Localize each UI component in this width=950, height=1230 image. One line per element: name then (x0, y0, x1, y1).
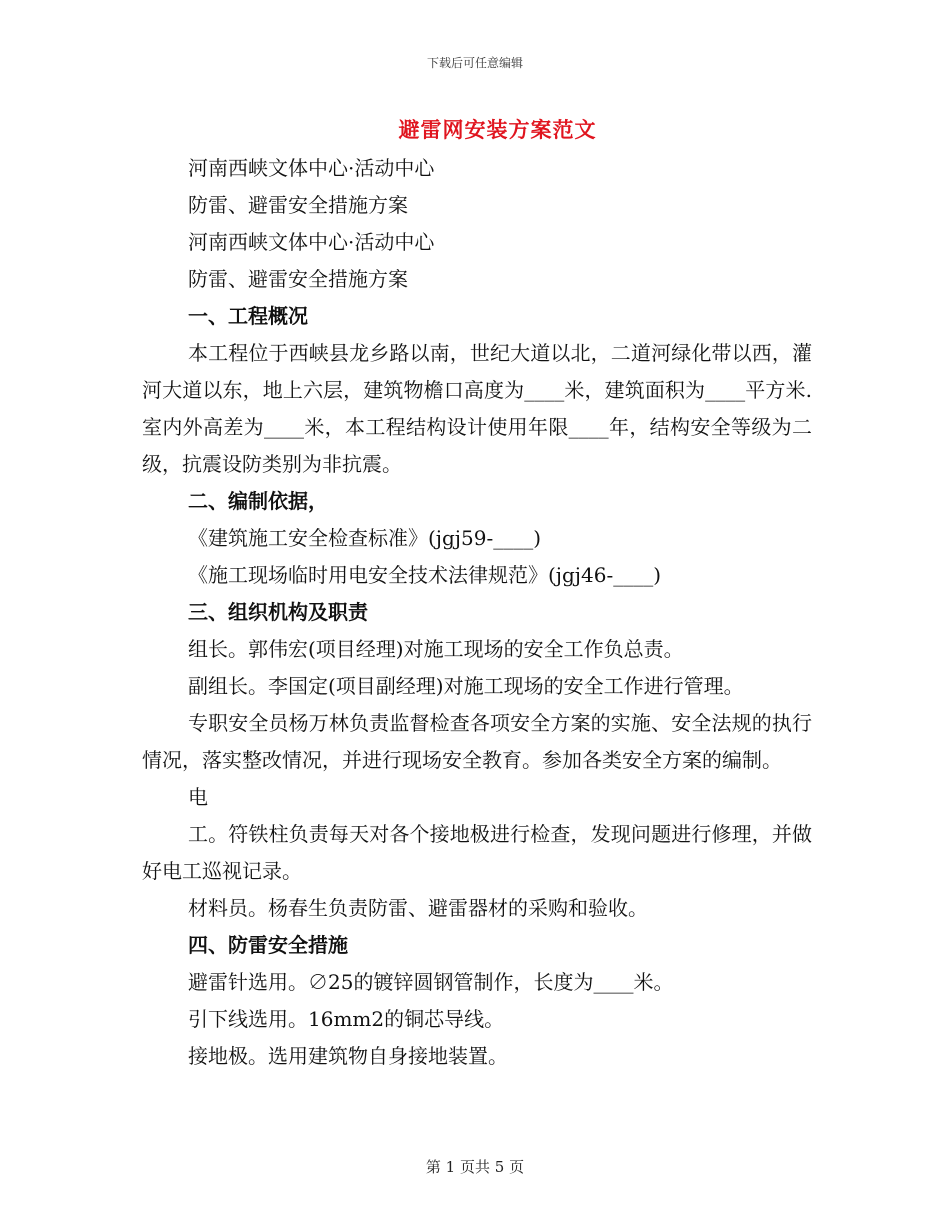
reference-item: 《施工现场临时用电安全技术法律规范》(jgj46-____) (188, 563, 662, 587)
document-title: 避雷网安装方案范文 (398, 117, 597, 142)
body-paragraph: 避雷针选用。∅25的镀锌圆钢管制作，长度为____米。 (188, 970, 674, 994)
body-paragraph: 工。符铁柱负责每天对各个接地极进行检查，发现问题进行修理，并做好电工巡视记录。 (142, 822, 812, 883)
section-heading: 三、组织机构及职责 (188, 600, 368, 624)
subtitle-line: 防雷、避雷安全措施方案 (188, 193, 408, 217)
subtitle-line: 河南西峡文体中心·活动中心 (188, 156, 435, 180)
subtitle-line: 河南西峡文体中心·活动中心 (188, 230, 435, 254)
body-paragraph: 组长。郭伟宏(项目经理)对施工现场的安全工作负总责。 (188, 637, 684, 661)
page-footer: 第 1 页共 5 页 (425, 1158, 525, 1176)
section-heading: 四、防雷安全措施 (188, 933, 348, 957)
section-heading: 一、工程概况 (188, 304, 308, 328)
body-paragraph: 材料员。杨春生负责防雷、避雷器材的采购和验收。 (188, 896, 648, 920)
header-note: 下载后可任意编辑 (426, 56, 523, 70)
body-paragraph: 引下线选用。16mm2的铜芯导线。 (188, 1007, 505, 1031)
body-paragraph: 本工程位于西峡县龙乡路以南，世纪大道以北，二道河绿化带以西，灌河大道以东，地上六层，建筑物檐口高度为____米，建筑面积为____平方米.室内外高差为____米，本工程结构设计使用年限____年，结构安全等级为二级，抗震设防类别为非抗震。 (142, 341, 812, 476)
section-heading: 二、编制依据， (188, 489, 328, 513)
body-paragraph: 副组长。李国定(项目副经理)对施工现场的安全工作进行管理。 (188, 674, 744, 698)
subtitle-line: 防雷、避雷安全措施方案 (188, 267, 408, 291)
document-body (142, 150, 812, 1075)
reference-item: 《建筑施工安全检查标准》(jgj59-____) (188, 526, 542, 550)
body-paragraph: 接地极。选用建筑物自身接地装置。 (188, 1044, 508, 1068)
body-paragraph: 专职安全员杨万林负责监督检查各项安全方案的实施、安全法规的执行情况，落实整改情况，并进行现场安全教育。参加各类安全方案的编制。 (142, 711, 812, 772)
body-paragraph: 电 (188, 785, 208, 809)
